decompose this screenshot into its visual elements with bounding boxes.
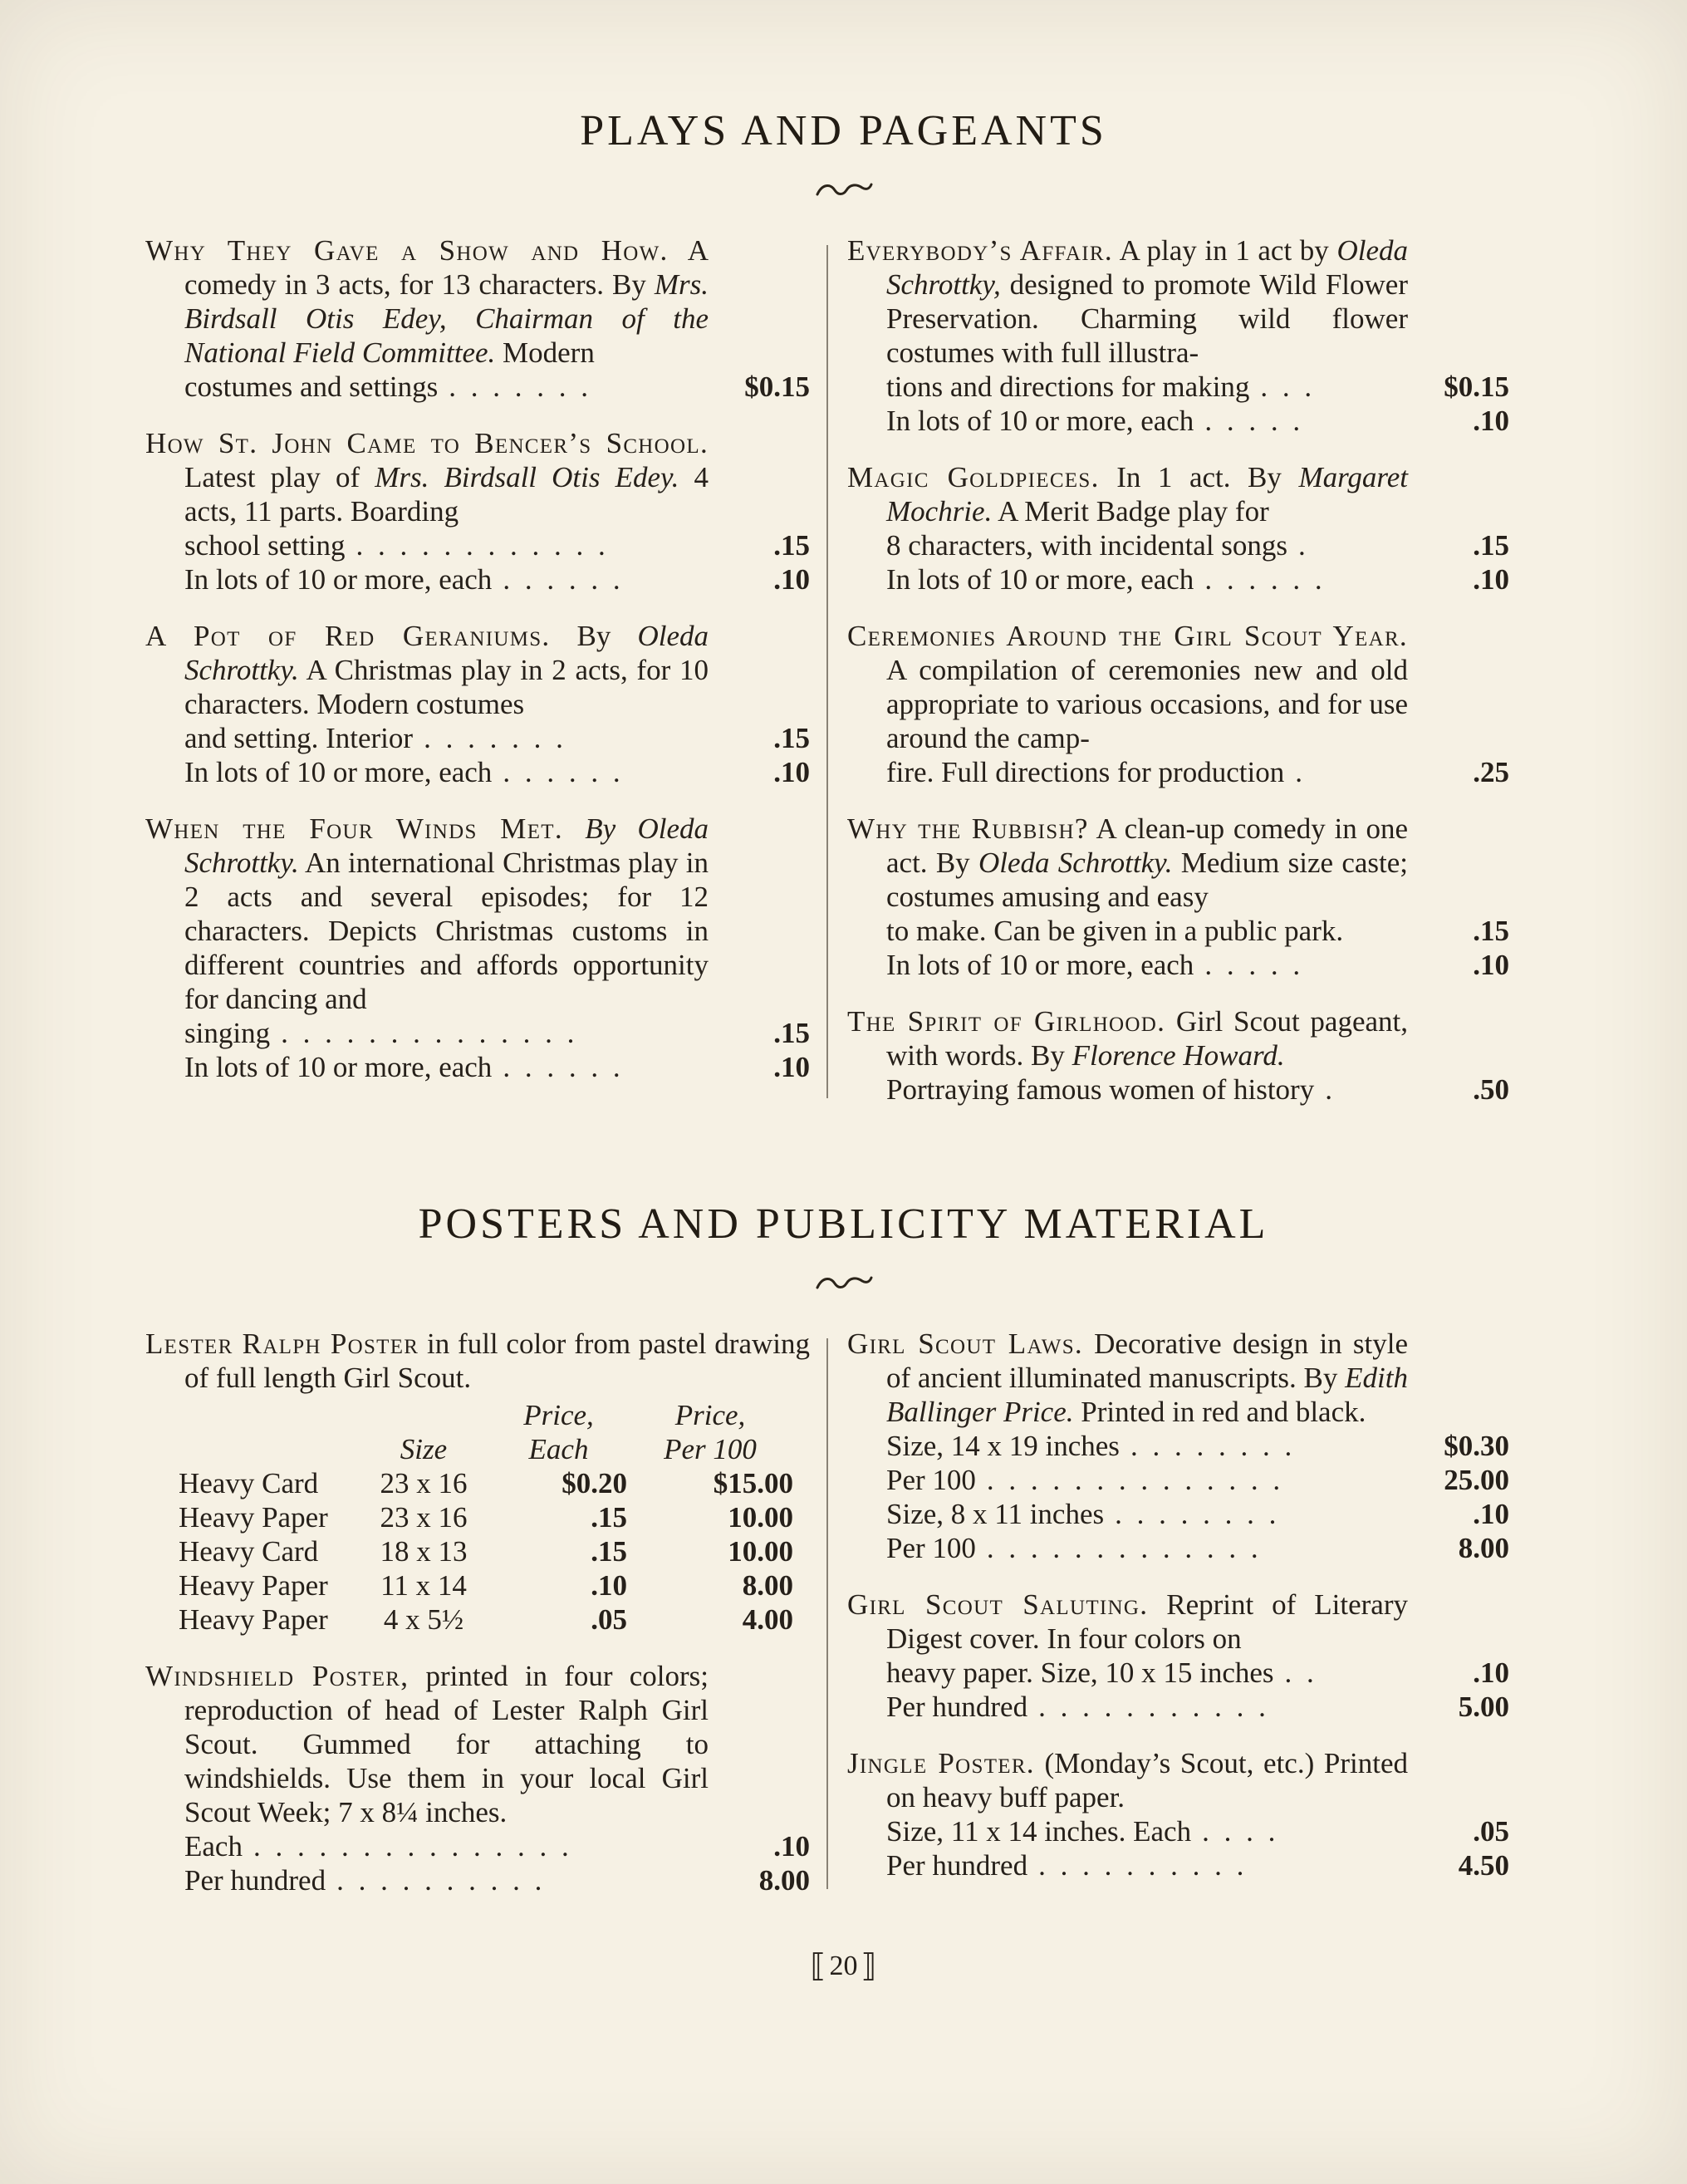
entry-text-segment: A Merit Badge play for xyxy=(992,495,1269,528)
price-per100-value: 4.00 xyxy=(742,1603,793,1636)
stock-label: Heavy Paper xyxy=(179,1569,328,1602)
price-line-text: and setting. Interior xyxy=(184,722,414,754)
price-value: $0.15 xyxy=(1444,371,1509,403)
price-value: $0.15 xyxy=(744,371,810,403)
price-line xyxy=(145,1050,810,1084)
entry-paragraph xyxy=(145,812,810,1016)
entry-heading: The Spirit of Girlhood. xyxy=(847,1005,1166,1038)
price-line xyxy=(847,948,1509,982)
entry-text-segment: By Oleda Schrottky. xyxy=(184,812,709,879)
price-line-text: In lots of 10 or more, each xyxy=(184,1051,493,1083)
size-value: 4 x 5½ xyxy=(383,1603,464,1636)
entry-text-segment: Florence Howard. xyxy=(1072,1039,1285,1072)
catalog-entry xyxy=(847,1004,1509,1107)
price-value: .25 xyxy=(1473,756,1509,788)
price-table-row xyxy=(145,1534,810,1568)
entry-heading: How St. John Came to Bencer’s School. xyxy=(145,427,709,459)
entry-heading: A Pot of Red Geraniums. xyxy=(145,620,551,652)
entry-text-segment: Mrs. Birdsall Otis Edey, Chairman of the National Field Committee. xyxy=(184,268,709,369)
dot-leader: . . . . . . . . . . . xyxy=(1038,1691,1266,1723)
price-value: .10 xyxy=(773,563,810,596)
stock-label: Heavy Paper xyxy=(179,1603,328,1636)
entry-text-segment: In 1 act. By xyxy=(1099,461,1299,493)
dot-leader: . . . . . . . . xyxy=(1115,1498,1277,1530)
section-title-plays: PLAYS AND PAGEANTS xyxy=(580,107,1107,155)
price-line-text: In lots of 10 or more, each xyxy=(886,405,1194,437)
entry-text-segment: A play in 1 act by xyxy=(1112,234,1337,267)
price-line-text: In lots of 10 or more, each xyxy=(886,949,1194,981)
size-value: 18 x 13 xyxy=(380,1535,468,1568)
price-value: .10 xyxy=(1473,405,1509,437)
price-line xyxy=(847,528,1509,562)
dot-leader: . . . . . . xyxy=(503,563,620,596)
dot-leader: . xyxy=(1295,756,1302,788)
price-per100-value: 8.00 xyxy=(742,1569,793,1602)
price-line xyxy=(847,1429,1509,1463)
posters-left-column xyxy=(145,1327,810,1897)
catalog-entry xyxy=(847,460,1509,596)
dot-leader: . . . . . xyxy=(1204,949,1301,981)
price-line xyxy=(145,370,810,404)
catalog-entry xyxy=(847,1746,1509,1882)
table-header-price-label: Price, xyxy=(674,1399,746,1431)
dot-leader: . . . . . . . . . . . . . xyxy=(986,1532,1258,1564)
price-line xyxy=(847,1690,1509,1724)
price-line-text: Per hundred xyxy=(184,1864,326,1897)
price-line-text: Per 100 xyxy=(886,1532,976,1564)
column-divider-rule xyxy=(826,245,828,1098)
column-divider-rule xyxy=(826,1338,828,1889)
catalog-entry xyxy=(145,233,810,404)
price-table-header-row xyxy=(145,1398,810,1432)
section-ornament xyxy=(0,1274,1687,1297)
dot-leader: . . . . . . . . . . . . . . xyxy=(986,1464,1281,1496)
page-number-right-bracket: ⟧ xyxy=(861,1947,877,1984)
catalog-entry xyxy=(847,812,1509,982)
entry-paragraph xyxy=(847,1746,1509,1814)
price-value: .15 xyxy=(773,529,810,562)
dot-leader: . . . . . . . . . . . . . . xyxy=(281,1017,575,1049)
entry-paragraph xyxy=(847,1327,1509,1429)
price-each-value: .15 xyxy=(591,1501,627,1534)
catalog-entry xyxy=(847,233,1509,438)
entry-text-segment: A compilation of ceremonies new and old appropriate to various occasions, and for use around the camp- xyxy=(886,654,1408,754)
price-table xyxy=(145,1398,810,1637)
price-value: .10 xyxy=(773,1830,810,1863)
price-table-header-row xyxy=(145,1432,810,1466)
section-posters-and-publicity xyxy=(0,1200,1687,1897)
entry-text-segment: Latest play of xyxy=(184,461,375,493)
price-value: 5.00 xyxy=(1458,1691,1509,1723)
price-line xyxy=(145,1863,810,1897)
entry-paragraph xyxy=(145,1327,810,1395)
entry-text-segment: Medium size caste; costumes amusing and easy xyxy=(886,847,1408,913)
price-line-text: costumes and settings xyxy=(184,371,439,403)
size-value: 11 x 14 xyxy=(380,1569,467,1602)
entry-text-segment: A Christmas play in 2 acts, for 10 characters. Modern costumes xyxy=(184,654,709,720)
price-line xyxy=(847,1497,1509,1531)
entry-text-segment: Margaret Mochrie. xyxy=(886,461,1408,528)
page-number: 20 xyxy=(829,1951,858,1981)
price-line-text: In lots of 10 or more, each xyxy=(184,563,493,596)
dot-leader: . . . . . . xyxy=(503,756,620,788)
entry-text-segment: printed in four colors; reproduction of head of Lester Ralph Girl Scout. Gummed for attaching to windshields. Use them in your local Girl Scout Week; 7 x 8¼ inches. xyxy=(184,1660,709,1828)
price-per100-value: 10.00 xyxy=(728,1535,793,1568)
price-line xyxy=(847,1656,1509,1690)
price-value: 4.50 xyxy=(1458,1849,1509,1882)
dot-leader: . . xyxy=(1284,1656,1314,1689)
entry-text-segment: Decorative design in style of ancient illuminated manuscripts. By xyxy=(886,1328,1408,1394)
page-footer xyxy=(0,1946,1687,1982)
price-line-text: singing xyxy=(184,1017,271,1049)
price-value: .15 xyxy=(773,1017,810,1049)
entry-paragraph xyxy=(847,1004,1509,1072)
entry-text-segment: By xyxy=(550,620,638,652)
size-value: 23 x 16 xyxy=(380,1501,468,1534)
price-table-row xyxy=(145,1568,810,1602)
price-line xyxy=(847,1531,1509,1565)
price-line-text: Size, 14 x 19 inches xyxy=(886,1430,1120,1462)
fleuron-icon xyxy=(814,180,874,204)
catalog-entry xyxy=(145,1327,810,1637)
price-value: .50 xyxy=(1473,1073,1509,1106)
entry-text-segment: Mrs. Birdsall Otis Edey. xyxy=(375,461,679,493)
dot-leader: . . . . . . . . . . xyxy=(1038,1849,1244,1882)
dot-leader: . . . . . . . . xyxy=(1130,1430,1292,1462)
price-value: .15 xyxy=(773,722,810,754)
price-line xyxy=(145,1016,810,1050)
price-line-text: Size, 8 x 11 inches xyxy=(886,1498,1105,1530)
price-per100-value: 10.00 xyxy=(728,1501,793,1534)
price-value: .10 xyxy=(1473,1498,1509,1530)
price-line xyxy=(847,1848,1509,1882)
price-line xyxy=(847,1814,1509,1848)
entry-heading: Lester Ralph Poster xyxy=(145,1328,419,1360)
entry-heading: Ceremonies Around the Girl Scout Year. xyxy=(847,620,1408,652)
price-each-value: .15 xyxy=(591,1535,627,1568)
price-value: 8.00 xyxy=(758,1864,810,1897)
entry-text-segment: designed to promote Wild Flower Preservation. Charming wild flower costumes with full illustra- xyxy=(886,268,1408,369)
section-ornament xyxy=(0,180,1687,204)
table-header-price-label: Price, xyxy=(523,1399,594,1431)
price-value: .10 xyxy=(1473,949,1509,981)
entry-text-segment: Oleda Schrottky. xyxy=(184,620,709,686)
entry-text-segment: 4 acts, 11 parts. Boarding xyxy=(184,461,709,528)
dot-leader: . . . . . . xyxy=(503,1051,620,1083)
price-value: .05 xyxy=(1473,1815,1509,1848)
price-value: .10 xyxy=(1473,563,1509,596)
price-value: .10 xyxy=(773,1051,810,1083)
price-value: .15 xyxy=(1473,529,1509,562)
price-value: 25.00 xyxy=(1444,1464,1509,1496)
entry-paragraph xyxy=(847,233,1509,370)
catalog-entry xyxy=(145,619,810,789)
price-line xyxy=(145,1829,810,1863)
table-header-per100: Per 100 xyxy=(664,1433,757,1465)
entry-paragraph xyxy=(847,812,1509,914)
stock-label: Heavy Card xyxy=(179,1535,319,1568)
entry-text-segment: (Monday’s Scout, etc.) Printed on heavy buff paper. xyxy=(886,1747,1409,1813)
plays-right-column xyxy=(847,233,1509,1107)
price-line xyxy=(847,370,1509,404)
plays-left-column xyxy=(145,233,810,1107)
entry-heading: Girl Scout Laws. xyxy=(847,1328,1083,1360)
price-line-text: Portraying famous women of history xyxy=(886,1073,1315,1106)
entry-text-segment: Modern xyxy=(495,336,595,369)
price-line-text: fire. Full directions for production xyxy=(886,756,1285,788)
entry-text-segment: in full color from pastel drawing of full length Girl Scout. xyxy=(184,1328,810,1394)
price-each-value: .10 xyxy=(591,1569,627,1602)
page-number-left-bracket: ⟦ xyxy=(810,1947,826,1984)
section-title-posters: POSTERS AND PUBLICITY MATERIAL xyxy=(418,1200,1269,1248)
price-each-value: $0.20 xyxy=(562,1467,627,1499)
price-line xyxy=(847,562,1509,596)
price-per100-value: $15.00 xyxy=(713,1467,793,1499)
entry-text-segment: A comedy in 3 acts, for 13 characters. By xyxy=(184,234,709,301)
price-line xyxy=(847,1072,1509,1107)
dot-leader: . . . xyxy=(1260,371,1312,403)
price-value: 8.00 xyxy=(1458,1532,1509,1564)
dot-leader: . . . . . . . . . . . . xyxy=(356,529,606,562)
price-line xyxy=(145,528,810,562)
entry-text-segment: Oleda Schrottky. xyxy=(978,847,1173,879)
price-line xyxy=(847,1463,1509,1497)
catalog-entry xyxy=(145,812,810,1084)
two-column-layout-plays xyxy=(145,233,1509,1107)
price-line-text: Per hundred xyxy=(886,1849,1028,1882)
catalog-entry xyxy=(145,426,810,596)
price-line-text: Size, 11 x 14 inches. Each xyxy=(886,1815,1192,1848)
stock-label: Heavy Paper xyxy=(179,1501,328,1534)
entry-paragraph xyxy=(847,619,1509,755)
size-value: 23 x 16 xyxy=(380,1467,468,1499)
price-value: $0.30 xyxy=(1444,1430,1509,1462)
dot-leader: . . . . . . . xyxy=(424,722,563,754)
price-value: .10 xyxy=(773,756,810,788)
entry-paragraph xyxy=(145,426,810,528)
entry-heading: Girl Scout Saluting. xyxy=(847,1588,1149,1621)
fleuron-icon xyxy=(814,1274,874,1297)
catalog-entry xyxy=(847,1327,1509,1565)
price-table-row xyxy=(145,1466,810,1500)
price-line-text: heavy paper. Size, 10 x 15 inches xyxy=(886,1656,1274,1689)
entry-text-segment: Reprint of Literary Digest cover. In four colors on xyxy=(886,1588,1408,1655)
entry-text-segment: Printed in red and black. xyxy=(1073,1396,1366,1428)
posters-right-column xyxy=(847,1327,1509,1897)
table-header-spacer xyxy=(357,1398,490,1432)
dot-leader: . xyxy=(1298,529,1306,562)
dot-leader: . . . . . . . . . . xyxy=(336,1864,542,1897)
entry-text-segment: A clean-up comedy in one act. By xyxy=(886,812,1409,879)
catalog-entry xyxy=(847,619,1509,789)
price-line-text: tions and directions for making xyxy=(886,371,1250,403)
price-value: .10 xyxy=(1473,1656,1509,1689)
stock-label: Heavy Card xyxy=(179,1467,319,1499)
dot-leader: . xyxy=(1325,1073,1332,1106)
dot-leader: . . . . . . xyxy=(1204,563,1322,596)
dot-leader: . . . . . xyxy=(1204,405,1301,437)
catalog-entry xyxy=(847,1588,1509,1724)
price-line-text: In lots of 10 or more, each xyxy=(886,563,1194,596)
price-line-text: In lots of 10 or more, each xyxy=(184,756,493,788)
dot-leader: . . . . . . . xyxy=(449,371,588,403)
price-line-text: school setting xyxy=(184,529,346,562)
table-header-spacer xyxy=(145,1432,357,1466)
price-line xyxy=(847,914,1509,948)
entry-paragraph xyxy=(145,1659,810,1829)
price-line-text: 8 characters, with incidental songs xyxy=(886,529,1288,562)
entry-heading: Why They Gave a Show and How. xyxy=(145,234,669,267)
two-column-layout-posters xyxy=(145,1327,1509,1897)
dot-leader: . . . . . . . . . . . . . . . xyxy=(253,1830,569,1863)
entry-paragraph xyxy=(847,1588,1509,1656)
price-line xyxy=(145,721,810,755)
section-plays-and-pageants xyxy=(0,106,1687,1107)
price-table-row xyxy=(145,1500,810,1534)
entry-heading: Windshield Poster, xyxy=(145,1660,409,1692)
price-line xyxy=(145,755,810,789)
catalog-entry xyxy=(145,1659,810,1897)
entry-text-segment: Girl Scout pageant, with words. By xyxy=(886,1005,1409,1072)
price-line xyxy=(145,562,810,596)
price-line xyxy=(847,404,1509,438)
entry-heading: Jingle Poster. xyxy=(847,1747,1035,1779)
price-line-text: Per 100 xyxy=(886,1464,976,1496)
entry-heading: Magic Goldpieces. xyxy=(847,461,1100,493)
price-value: .15 xyxy=(1473,915,1509,947)
entry-text-segment: Oleda Schrottky, xyxy=(886,234,1408,301)
price-line-text: Per hundred xyxy=(886,1691,1028,1723)
price-line xyxy=(847,755,1509,789)
entry-paragraph xyxy=(847,460,1509,528)
dot-leader: . . . . xyxy=(1202,1815,1276,1848)
table-header-spacer xyxy=(145,1398,357,1432)
price-line-text: Each xyxy=(184,1830,243,1863)
table-header-each: Each xyxy=(528,1433,589,1465)
entry-text-segment: Edith Ballinger Price. xyxy=(886,1362,1408,1428)
entry-text-segment: An international Christmas play in 2 acts and several episodes; for 12 characters. Depicts Christmas customs in different countries and affords opportunity for dancing and xyxy=(184,847,709,1015)
table-header-size: Size xyxy=(400,1433,448,1465)
entry-paragraph xyxy=(145,233,810,370)
price-table-row xyxy=(145,1602,810,1637)
entry-paragraph xyxy=(145,619,810,721)
entry-heading: Everybody’s Affair. xyxy=(847,234,1113,267)
price-line-text: to make. Can be given in a public park. xyxy=(886,915,1344,947)
price-each-value: .05 xyxy=(591,1603,627,1636)
entry-heading: Why the Rubbish? xyxy=(847,812,1089,845)
entry-heading: When the Four Winds Met. xyxy=(145,812,563,845)
